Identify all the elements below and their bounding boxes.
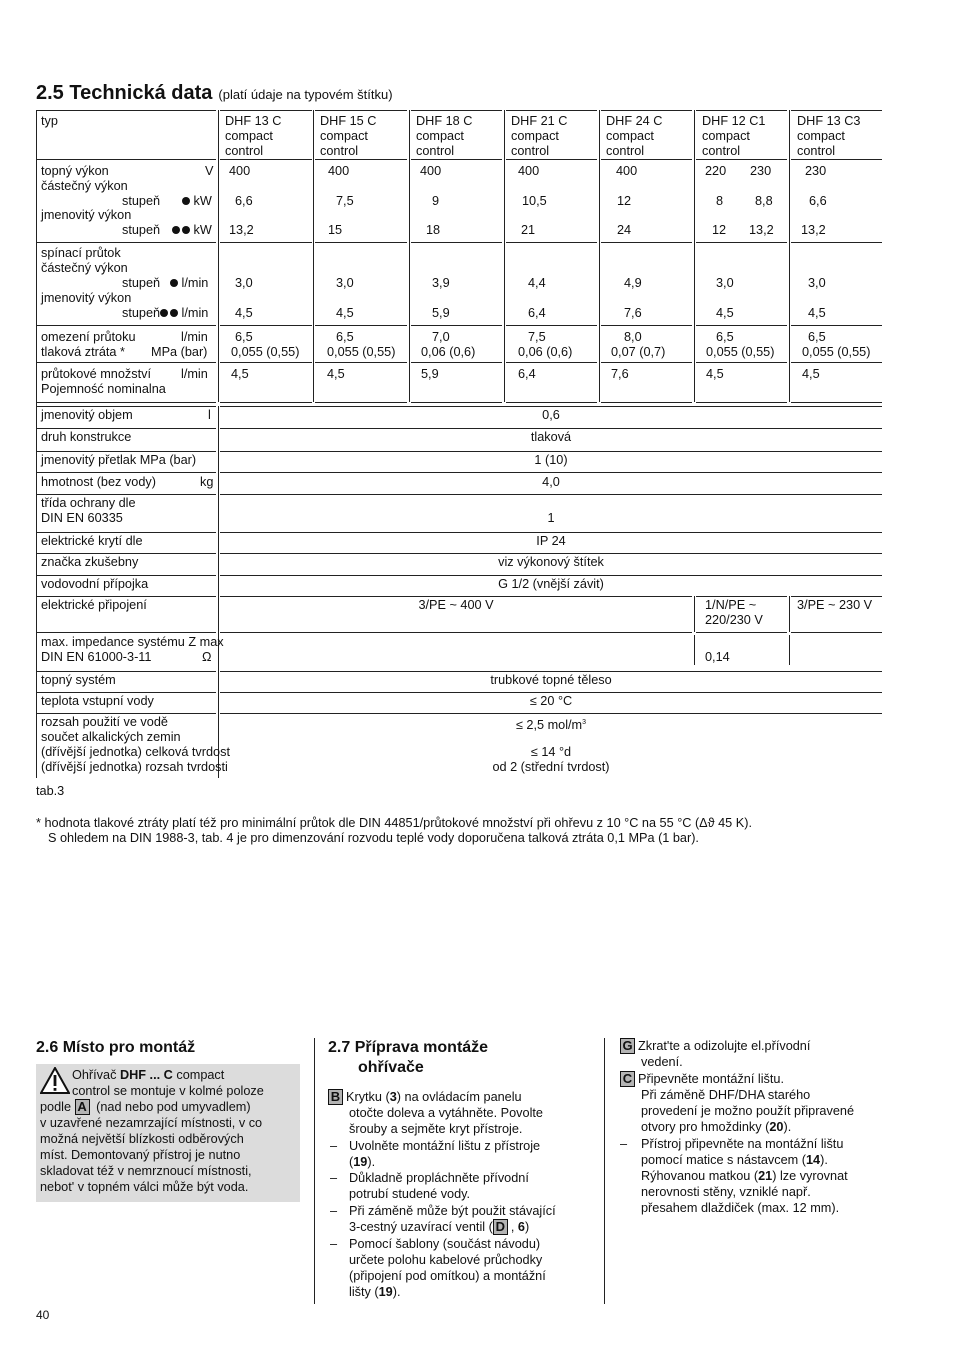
rule (220, 362, 312, 363)
model-header: compact (797, 129, 845, 143)
model-header: DHF 21 C (511, 114, 568, 128)
label-rozsah-3: (dřívější jednotka) celková tvrdost (41, 745, 230, 759)
label-konstrukce: druh konstrukce (41, 430, 132, 444)
sec27-p2-line-2: (19). (349, 1155, 376, 1169)
section-heading (36, 82, 393, 105)
label-stupen-2: stupeň (122, 223, 161, 237)
power-voltage: 230 (750, 164, 772, 178)
table-label: tab.3 (36, 784, 65, 798)
power-rated: 13,2 (801, 223, 826, 237)
stage-2-icon (182, 226, 190, 234)
power-partial: 6,6 (235, 194, 253, 208)
flow-limit: 6,5 (235, 330, 253, 344)
rule (696, 110, 787, 111)
model-header: compact (225, 129, 273, 143)
rule (791, 110, 882, 111)
rule (694, 110, 695, 402)
value-objem: 0,6 (542, 408, 560, 422)
rule (601, 242, 692, 243)
stage-1-icon (170, 279, 178, 287)
pressure-loss: 0,055 (0,55) (706, 345, 775, 359)
rule (36, 362, 216, 363)
volume-flow: 7,6 (611, 367, 629, 381)
sec27-p4-line-2: 3-cestný uzavírací ventil ( D , 6) (349, 1219, 530, 1234)
model-header: control (320, 144, 359, 158)
rule (36, 242, 216, 243)
power-rated: 13,2 (749, 223, 774, 237)
rule (220, 532, 882, 533)
label-spinaci: spínací průtok (41, 246, 121, 260)
label-tlakova: tlaková ztráta * (41, 345, 125, 359)
model-header: DHF 15 C (320, 114, 377, 128)
value-el-c3: 3/PE ~ 230 V (797, 598, 873, 612)
rule (789, 596, 790, 632)
rule (218, 406, 219, 778)
rule (36, 325, 216, 326)
sec27-p5-line-4: lišty (19). (349, 1285, 401, 1299)
rule (36, 402, 216, 403)
label-rozsah-4: (dřívější jednotka) rozsah tvrdosti (41, 760, 228, 774)
unit-ohm: Ω (202, 650, 212, 664)
section-2-6-title: 2.6 Místo pro montáž (36, 1039, 196, 1056)
rule (220, 596, 692, 597)
rule (601, 110, 692, 111)
rule (411, 362, 502, 363)
sec27-p3-line-1: Důkladně propláchněte přívodní (349, 1171, 529, 1185)
label-pojemnosc: Pojemność nominalna (41, 382, 166, 396)
label-znacka: značka zkušebny (41, 555, 139, 569)
footnote-line-2: S ohledem na DIN 1988-3, tab. 4 je pro dimenzování rozvodu teplé vody doporučena talková ztráta 0,1 MPa (1 bar). (48, 831, 699, 845)
label-rozsah-1: rozsah použití ve vodě (41, 715, 168, 729)
volume-flow: 4,5 (327, 367, 345, 381)
unit-lmin-3: l/min (181, 330, 208, 344)
col3-c-line-2: Při záměně DHF/DHA starého (641, 1088, 811, 1102)
power-rated: 12 (712, 223, 727, 237)
rule (694, 635, 695, 665)
rule (791, 402, 882, 403)
value-rozsah-mol: ≤ 2,5 mol/$m^3$ (515, 718, 587, 733)
model-header: compact (606, 129, 654, 143)
unit-lmin-4: l/min (181, 367, 208, 381)
power-partial: 12 (617, 194, 632, 208)
label-topny-vykon: topný výkon (41, 164, 109, 178)
rule (506, 325, 597, 326)
power-partial: 8,8 (755, 194, 773, 208)
label-kryti: elektrické krytí dle (41, 534, 143, 548)
power-voltage: 230 (805, 164, 827, 178)
stage-1-icon (182, 197, 190, 205)
flow-partial: 3,0 (716, 276, 734, 290)
rule (411, 159, 502, 160)
rule (789, 110, 790, 402)
rule (36, 575, 216, 576)
unit-v: V (205, 164, 214, 178)
power-rated: 15 (328, 223, 343, 237)
rule (36, 671, 216, 672)
rule (506, 402, 597, 403)
rule (220, 472, 882, 473)
value-trida: 1 (547, 511, 555, 525)
sec27-p1-line-2: otočte doleva a vytáhněte. Povolte (349, 1106, 543, 1120)
model-header: compact (320, 129, 368, 143)
sec27-p1-line-1: B Krytku (3) na ovládacím panelu (328, 1089, 522, 1105)
pressure-loss: 0,07 (0,7) (611, 345, 666, 359)
unit-mpa: MPa (bar) (151, 345, 208, 359)
section-title: 2.5 Technická data (36, 82, 213, 104)
rule (315, 159, 407, 160)
power-partial: 8 (716, 194, 724, 208)
sec27-p2-line-1: Uvolněte montážní lištu z přístroje (349, 1139, 541, 1153)
figure-ref-a: A (75, 1099, 90, 1115)
col3-c-line-4: otvory pro hmoždinky (20). (641, 1120, 792, 1134)
rule (601, 362, 692, 363)
flow-limit: 7,0 (432, 330, 450, 344)
pressure-loss: 0,055 (0,55) (231, 345, 300, 359)
model-header: control (702, 144, 741, 158)
value-kryti: IP 24 (536, 534, 566, 548)
rule (411, 325, 502, 326)
label-trida-1: třída ochrany dle (41, 496, 136, 510)
sec26-line-2: control se montuje v kolmé poloze (72, 1084, 264, 1098)
rule (220, 242, 312, 243)
value-impedance-c1: 0,14 (705, 650, 730, 664)
rule (220, 575, 882, 576)
value-el-c1-b: 220/230 V (705, 613, 763, 627)
sec27-p3-line-2: potrubí studené vody. (349, 1187, 471, 1201)
rule (791, 362, 882, 363)
rule (315, 242, 407, 243)
power-rated: 21 (521, 223, 536, 237)
power-partial: 10,5 (522, 194, 547, 208)
dash: – (330, 1204, 338, 1218)
rule (506, 362, 597, 363)
label-castecny-2: částečný výkon (41, 261, 128, 275)
rule (36, 553, 216, 554)
unit-lmin-1: l/min (168, 276, 208, 291)
rule (791, 596, 882, 597)
rule (791, 242, 882, 243)
rule (313, 110, 314, 402)
value-znacka: viz výkonový štítek (498, 555, 604, 569)
pressure-loss: 0,055 (0,55) (802, 345, 871, 359)
rule (218, 110, 219, 402)
label-vodovodni: vodovodní přípojka (41, 577, 149, 591)
value-vodovodni: G 1/2 (vnější závit) (498, 577, 604, 591)
pressure-loss: 0,055 (0,55) (327, 345, 396, 359)
rule (36, 110, 37, 778)
rule (220, 325, 312, 326)
footnote-line-1: * hodnota tlakové ztráty platí též pro minimální průtok dle DIN 44851/průtokové množství při ohřevu z 10 °C na 55 °C (Δϑ 45 K). (36, 816, 752, 830)
sec26-line-8: nebot' v topném válci může být voda. (40, 1180, 249, 1194)
rule (315, 402, 407, 403)
power-partial: 9 (432, 194, 440, 208)
rule (696, 632, 787, 633)
rule (220, 428, 882, 429)
model-header: control (606, 144, 645, 158)
unit-kg: kg (200, 475, 214, 489)
value-hmotnost: 4,0 (542, 475, 560, 489)
rule (220, 553, 882, 554)
volume-flow: 6,4 (518, 367, 536, 381)
stage-2-icon (170, 309, 178, 317)
sec26-line-3: podle A (nad nebo pod umyvadlem) (40, 1099, 251, 1114)
power-voltage: 400 (518, 164, 540, 178)
rule (315, 362, 407, 363)
sec26-line-7: skladovat též v nemrznoucí místnosti, (40, 1164, 252, 1178)
dash: – (330, 1171, 338, 1185)
label-castecny: částečný výkon (41, 179, 128, 193)
rule (220, 406, 882, 407)
rule (694, 596, 695, 632)
col3-d-line-4: nerovnosti stěny, vzniklé např. (641, 1185, 811, 1199)
flow-rated: 4,5 (808, 306, 826, 320)
pressure-loss: 0,06 (0,6) (518, 345, 573, 359)
label-elpripojeni: elektrické připojení (41, 598, 147, 612)
label-pretlak: jmenovitý přetlak MPa (bar) (41, 453, 197, 467)
rule (36, 713, 216, 714)
label-typ: typ (41, 114, 58, 128)
rule (696, 402, 787, 403)
flow-rated: 4,5 (235, 306, 253, 320)
rule (791, 325, 882, 326)
volume-flow: 4,5 (231, 367, 249, 381)
section-2-7-title: 2.7 Příprava montáže (328, 1039, 489, 1056)
power-voltage: 400 (420, 164, 442, 178)
value-teplota: ≤ 20 °C (529, 694, 573, 708)
rule (315, 110, 407, 111)
label-stupen-3: stupeň (122, 276, 161, 290)
dash: – (330, 1237, 338, 1251)
col3-d-line-1: Přístroj připevněte na montážní lištu (641, 1137, 844, 1151)
rule (36, 428, 216, 429)
rule (411, 242, 502, 243)
rule (36, 451, 216, 452)
flow-partial: 3,0 (336, 276, 354, 290)
model-header: control (225, 144, 264, 158)
label-topny-system: topný systém (41, 673, 116, 687)
label-hmotnost: hmotnost (bez vody) (41, 475, 156, 489)
flow-rated: 7,6 (624, 306, 642, 320)
label-impedance-2: DIN EN 61000-3-11 (41, 650, 152, 664)
rule (696, 242, 787, 243)
unit-lmin-2: l/min (158, 306, 208, 321)
model-header: compact (511, 129, 559, 143)
sec26-line-4: v uzavřené nezamrzající místnosti, v co (40, 1116, 263, 1130)
rule (220, 671, 882, 672)
rule (36, 494, 216, 495)
sec26-line-6: míst. Demontovaný přístroj je nutno (40, 1148, 241, 1162)
model-header: DHF 13 C3 (797, 114, 861, 128)
volume-flow: 5,9 (421, 367, 439, 381)
dash: – (620, 1137, 628, 1151)
stage-2-icon (172, 226, 180, 234)
flow-rated: 4,5 (336, 306, 354, 320)
rule (36, 472, 216, 473)
label-prutokove: průtokové množství (41, 367, 152, 381)
power-voltage: 400 (328, 164, 350, 178)
model-header: control (416, 144, 455, 158)
model-header: compact (416, 129, 464, 143)
rule (36, 632, 216, 633)
unit-l: l (208, 408, 211, 422)
label-jmenovity: jmenovitý výkon (41, 208, 132, 222)
model-header: DHF 12 C1 (702, 114, 766, 128)
label-objem: jmenovitý objem (41, 408, 133, 422)
value-el-main: 3/PE ~ 400 V (418, 598, 494, 612)
value-topny-system: trubkové topné těleso (490, 673, 612, 687)
volume-flow: 4,5 (706, 367, 724, 381)
unit-kw-1: kW (180, 194, 212, 209)
figure-ref-d: D (493, 1219, 508, 1235)
rule (220, 451, 882, 452)
label-stupen-4: stupeň (122, 306, 161, 320)
flow-limit: 7,5 (528, 330, 546, 344)
rule (791, 159, 882, 160)
rule (315, 325, 407, 326)
column-divider (314, 1038, 315, 1304)
sec27-p5-line-3: (připojení pod omítkou) a montážní (349, 1269, 546, 1283)
warning-icon (40, 1067, 70, 1094)
rule (220, 494, 882, 495)
rule (506, 242, 597, 243)
col3-g-line-1: G Zkrat'te a odizolujte el.přívodní (620, 1038, 810, 1054)
rule (696, 362, 787, 363)
flow-partial: 4,4 (528, 276, 546, 290)
label-jmenovity-2: jmenovitý výkon (41, 291, 132, 305)
sec27-p4-line-1: Při záměně může být použit stávající (349, 1204, 556, 1218)
rule (36, 692, 216, 693)
label-trida-2: DIN EN 60335 (41, 511, 123, 525)
flow-partial: 3,0 (808, 276, 826, 290)
col3-d-line-2: pomocí matice s nástavcem (14). (641, 1153, 828, 1167)
model-header: control (797, 144, 836, 158)
flow-partial: 3,0 (235, 276, 253, 290)
power-voltage: 400 (229, 164, 251, 178)
power-rated: 18 (426, 223, 441, 237)
col3-d-line-3: Rýhovanou matkou (21) lze vyrovnat (641, 1169, 848, 1183)
value-rozsah-range: od 2 (střední tvrdost) (492, 760, 610, 774)
flow-limit: 6,5 (716, 330, 734, 344)
label-impedance-1: max. impedance systému Z max (41, 635, 224, 649)
model-header: DHF 24 C (606, 114, 663, 128)
value-el-c1-a: 1/N/PE ~ (705, 598, 757, 612)
model-header: control (511, 144, 550, 158)
value-konstrukce: tlaková (530, 430, 572, 444)
pressure-loss: 0,06 (0,6) (421, 345, 476, 359)
rule (506, 110, 597, 111)
rule (220, 713, 882, 714)
label-omezeni: omezení průtoku (41, 330, 136, 344)
rule (36, 159, 216, 160)
sec26-line-1: Ohřívač DHF ... C compact (72, 1068, 225, 1082)
figure-ref-g: G (620, 1038, 635, 1054)
flow-partial: 4,9 (624, 276, 642, 290)
section-subtitle: (platí údaje na typovém štítku) (218, 87, 393, 102)
flow-rated: 6,4 (528, 306, 546, 320)
power-voltage: 220 (705, 164, 727, 178)
stage-2-icon (160, 309, 168, 317)
label-stupen-1: stupeň (122, 194, 161, 208)
rule (601, 325, 692, 326)
rule (506, 159, 597, 160)
rule (696, 159, 787, 160)
col3-g-line-2: vedení. (641, 1055, 683, 1069)
rule (601, 402, 692, 403)
power-partial: 7,5 (336, 194, 354, 208)
rule (504, 110, 505, 402)
sec27-p1-line-3: šrouby a sejměte kryt přístroje. (349, 1122, 523, 1136)
sec26-line-5: možná největší blízkosti odběrových (40, 1132, 244, 1146)
power-partial: 6,6 (809, 194, 827, 208)
flow-rated: 5,9 (432, 306, 450, 320)
rule (601, 159, 692, 160)
value-pretlak: 1 (10) (534, 453, 568, 467)
column-divider (604, 1038, 605, 1304)
model-header: DHF 13 C (225, 114, 282, 128)
flow-rated: 4,5 (716, 306, 734, 320)
rule (220, 692, 882, 693)
model-header: compact (702, 129, 750, 143)
rule (36, 406, 216, 407)
rule (36, 532, 216, 533)
col3-c-line-1: C Připevněte montážní lištu. (620, 1071, 784, 1087)
rule (411, 402, 502, 403)
figure-ref-b: B (328, 1089, 343, 1105)
flow-limit: 6,5 (808, 330, 826, 344)
label-rozsah-2: součet alkalických zemin (41, 730, 181, 744)
flow-partial: 3,9 (432, 276, 450, 290)
model-header: DHF 18 C (416, 114, 473, 128)
rule (220, 159, 312, 160)
rule (36, 110, 216, 111)
value-rozsah-dh: ≤ 14 °d (530, 745, 572, 759)
rule (36, 596, 216, 597)
figure-ref-c: C (620, 1071, 635, 1087)
flow-limit: 6,5 (336, 330, 354, 344)
rule (599, 110, 600, 402)
label-teplota: teplota vstupní vody (41, 694, 154, 708)
rule (409, 110, 410, 402)
sec27-p5-line-1: Pomocí šablony (součást návodu) (349, 1237, 541, 1251)
rule (220, 632, 692, 633)
volume-flow: 4,5 (802, 367, 820, 381)
power-rated: 24 (617, 223, 632, 237)
flow-limit: 8,0 (624, 330, 642, 344)
unit-kw-2: kW (170, 223, 212, 238)
rule (791, 632, 882, 633)
power-rated: 13,2 (229, 223, 254, 237)
rule (696, 596, 787, 597)
col3-c-line-3: provedení je možno použít připravené (641, 1104, 854, 1118)
page-number: 40 (36, 1308, 50, 1322)
rule (220, 402, 312, 403)
rule (789, 635, 790, 665)
sec27-p5-line-2: určete polohu kabelové průchodky (349, 1253, 543, 1267)
rule (696, 325, 787, 326)
section-2-7-title-2: ohřívače (358, 1059, 424, 1076)
dash: – (330, 1139, 338, 1153)
power-voltage: 400 (616, 164, 638, 178)
rule (220, 110, 312, 111)
col3-d-line-5: přesahem dlaždiček (max. 12 mm). (641, 1201, 840, 1215)
rule (411, 110, 502, 111)
